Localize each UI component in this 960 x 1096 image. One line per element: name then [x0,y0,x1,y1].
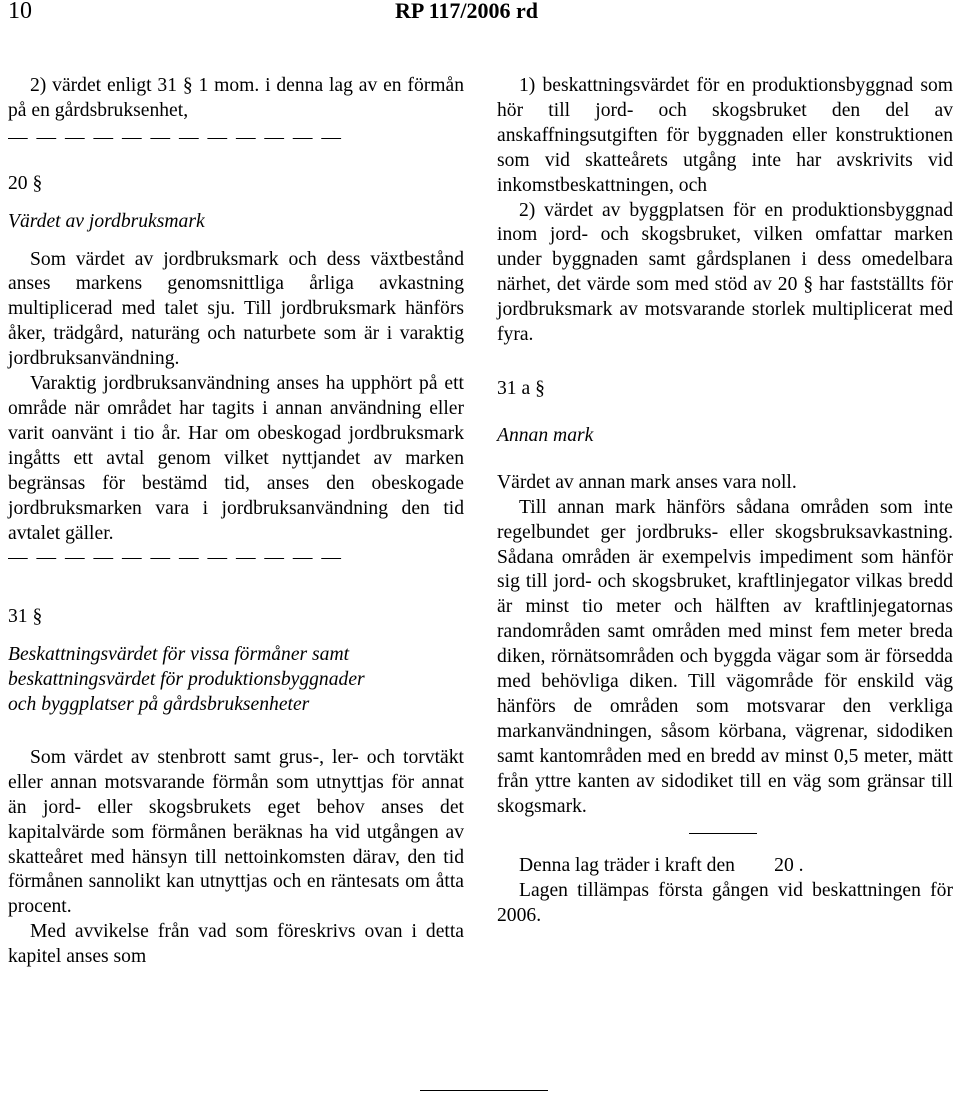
paragraph: Varaktig jordbruksanvändning anses ha upphört på ett område när området har tagits i annan användning eller varit oanvänt i tio år. Har om obeskogad jordbruksmark ingåtts ett avtal genom vilket nyttjandet av marken begränsas för bestämd tid, anses den obeskogade jordbruksmarken vara i jordbruksanvändning den tid avtalet gäller. [8,373,464,544]
paragraph: 2) värdet av byggplatsen för en produktionsbyggnad inom jord- och skogsbruket, vilken omfattar marken under byggnaden samt gårdsplanen i dess omedelbara närhet, det värde som med stöd av 20 § har fastställts för jordbruksmark av motsvarande storlek multiplicerat med fyra. [497,199,953,346]
paragraph: Med avvikelse från vad som föreskrivs ovan i detta kapitel anses som [8,921,464,968]
paragraph: 1) beskattningsvärdet för en produktionsbyggnad som hör till jord- och skogsbruket den del av anskaffningsutgiften för byggnaden eller konstruktionen som vid skatteårets utgång inte har avskrivits vid inkomstbeskattningen, och [497,75,953,196]
section-separator: — — — — — — — — — — — — [8,126,344,148]
paragraph: 2) värdet enligt 31 § 1 mom. i denna lag av en förmån på en gårdsbruksenhet, [8,75,464,121]
section-title: Annan mark [497,424,594,446]
document-reference: RP 117/2006 rd [395,0,539,23]
page-number: 10 [8,0,32,24]
section-title: och byggplatser på gårdsbruksenheter [8,694,310,716]
section-title: Beskattningsvärdet för vissa förmåner samt [8,644,350,666]
closing-rule-wrap [689,833,953,834]
left-column [8,74,464,970]
paragraph: Värdet av annan mark anses vara noll. [497,471,797,493]
paragraph: Som värdet av jordbruksmark och dess växtbestånd anses markens genomsnittliga årliga avkastning multiplicerad med talet sju. Till jordbruksmark hänförs åker, trädgård, naturäng och naturbete som är i varaktig jordbruksanvändning. [8,248,464,370]
right-column [497,74,953,929]
paragraph: Till annan mark hänförs sådana områden som inte regelbundet ger jordbruks- eller skogsbruksavkastning. Sådana områden är exempelvis impediment som hänför sig till jord- och skogsbruket, kraftlinjegator vilkas bredd är minst tio meter och hälften av kraftlinjegatornas randområden samt områden med minst fem meter breda diken, rörnätsområden och byggda vägar som är försedda med behövliga diken. Till vägområde för enskild väg hänförs de områden som motsvarar den verkliga markanvändningen, såsom körbana, vägrenar, sidodiken samt kantområden med en bredd av minst 0,5 meter, mätt från yttre kanten av sidodiket till en väg som gränsar till skogsmark. [497,496,953,817]
section-separator: — — — — — — — — — — — — [8,547,344,569]
paragraph: Denna lag träder i kraft den 20 . [519,855,804,877]
section-number: 31 § [8,606,43,628]
section-title: Värdet av jordbruksmark [8,210,205,232]
paragraph: Lagen tillämpas första gången vid beskattningen för 2006. [497,880,953,927]
horizontal-rule [689,833,757,834]
section-number: 31 a § [497,377,545,399]
paragraph: Som värdet av stenbrott samt grus-, ler- och torvtäkt eller annan motsvarande förmån som utnyttjas för annat än jord- eller skogsbrukets eget behov anses det kapitalvärde som förmånen beräknas ha vid utgången av skatteåret med hänsyn till nettoinkomsten därav, den tid förmånen sannolikt kan utnyttjas och en räntesats om åtta procent. [8,746,464,918]
section-number: 20 § [8,172,43,194]
bottom-rule [420,1090,548,1091]
section-title: beskattningsvärdet för produktionsbyggnader [8,669,365,691]
